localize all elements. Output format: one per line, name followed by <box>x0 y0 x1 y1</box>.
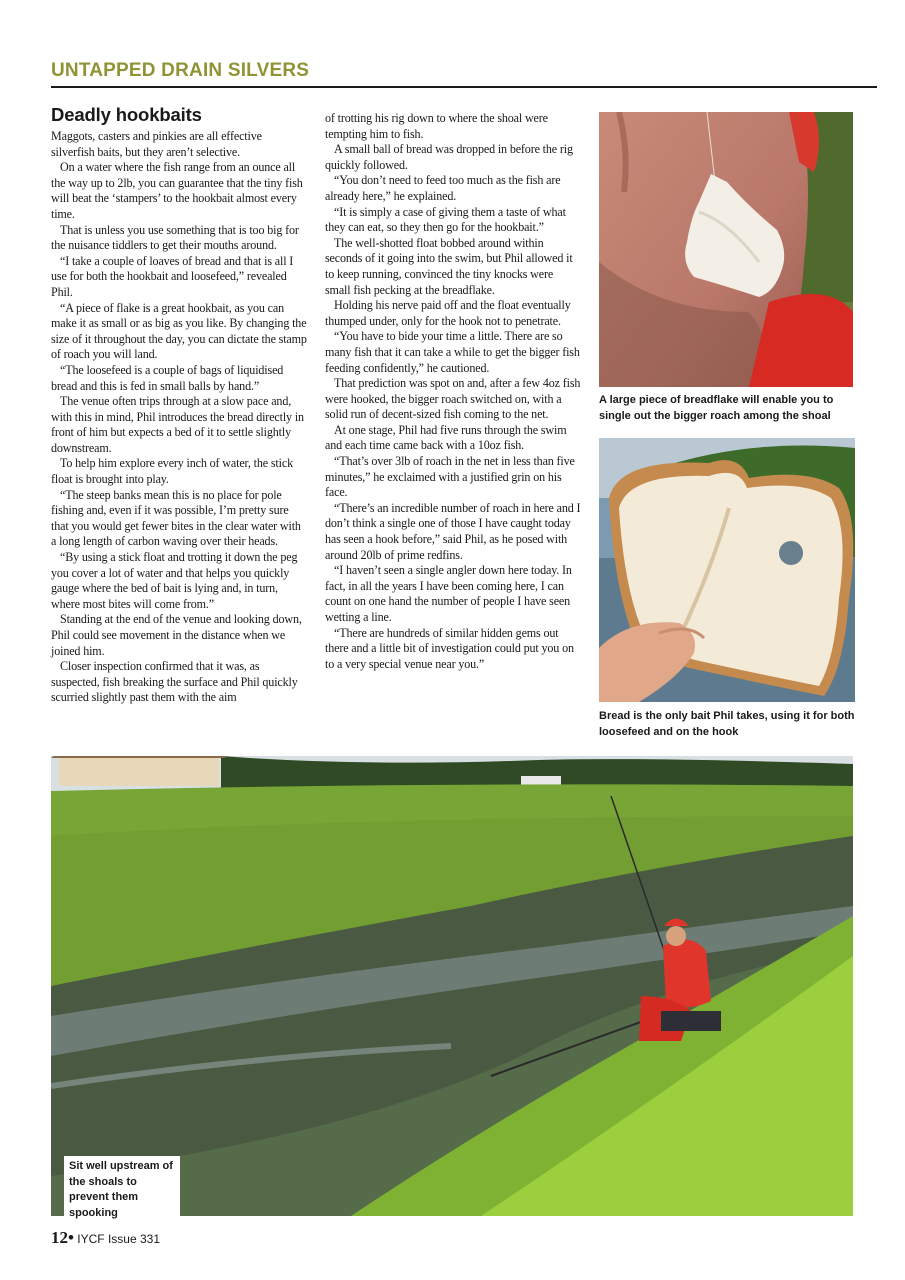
breadflake-photo <box>599 112 853 387</box>
paragraph: A small ball of bread was dropped in before the rig quickly followed. <box>325 142 573 172</box>
paragraph: “The steep banks mean this is no place for pole fishing and, even if it was possible, I’m pretty sure that you would get fewer bites in the clear water with a long length of carbon waving over their heads. <box>51 487 301 549</box>
article-heading: Deadly hookbaits <box>51 104 202 125</box>
paragraph: That prediction was spot on and, after a few 4oz fish were hooked, the bigger roach switched on, with a solid run of decent-sized fish coming to the net. <box>325 376 581 422</box>
bread-slice-photo <box>599 438 855 702</box>
photo1-caption: A large piece of breadflake will enable you to single out the bigger roach among the shoal <box>599 394 834 422</box>
paragraph: “The loosefeed is a couple of bags of liquidised bread and this is fed in small balls by hand.” <box>51 362 284 393</box>
paragraph: Maggots, casters and pinkies are all effective silverfish baits, but they aren’t selective. <box>51 129 262 159</box>
paragraph: “I take a couple of loaves of bread and that is all I use for both the hookbait and loosefeed,” revealed Phil. <box>51 253 294 299</box>
paragraph: “There’s an incredible number of roach in here and I don’t think a single one of those I have caught today has seen a hook before,” said Phil, as he posed with around 20lb of prime redfins. <box>325 500 581 562</box>
publication-name: IYCF Issue 331 <box>77 1232 161 1246</box>
drain-angler-photo <box>51 756 853 1216</box>
paragraph: “I haven’t seen a single angler down here today. In fact, in all the years I have been coming here, I can count on one hand the number of people I have seen wetting a line. <box>325 563 572 624</box>
article-column-1 <box>51 104 307 706</box>
paragraph: The venue often trips through at a slow pace and, with this in mind, Phil introduces the bread directly in front of him but expects a bed of it to settle slightly downstream. <box>51 394 304 455</box>
paragraph: of trotting his rig down to where the shoal were tempting him to fish. <box>325 111 548 141</box>
page-footer <box>51 1228 160 1248</box>
section-label: UNTAPPED DRAIN SILVERS <box>51 60 310 81</box>
paragraph: “You don’t need to feed too much as the fish are already here,” he explained. <box>325 173 561 203</box>
paragraph: Closer inspection confirmed that it was, as suspected, fish breaking the surface and Phil quickly scurried slightly past them with the aim <box>51 659 298 705</box>
footer-bullet: • <box>68 1228 74 1247</box>
photo3-caption: Sit well upstream of the shoals to prevent them spooking <box>64 1156 180 1224</box>
paragraph: “There are hundreds of similar hidden gems out there and a little bit of investigation could put you on to a very special venue near you.” <box>325 625 574 671</box>
header-rule <box>51 86 877 88</box>
paragraph: That is unless you use something that is too big for the nuisance tiddlers to get their mouths around. <box>51 222 299 253</box>
paragraph: At one stage, Phil had five runs through the swim and each time came back with a 10oz fish. <box>325 422 567 453</box>
article-column-2 <box>325 111 581 672</box>
paragraph: Standing at the end of the venue and looking down, Phil could see movement in the distance when we joined him. <box>51 612 302 658</box>
paragraph: To help him explore every inch of water, the stick float is brought into play. <box>51 456 293 487</box>
paragraph: “It is simply a case of giving them a taste of what they can eat, so they then go for the hookbait.” <box>325 204 566 235</box>
paragraph: “By using a stick float and trotting it down the peg you cover a lot of water and that helps you quickly gauge where the bed of bait is lying and, in turn, where most bites will come from.” <box>51 550 298 611</box>
paragraph: The well-shotted float bobbed around within seconds of it going into the swim, but Phil allowed it to keep running, convinced the tiny knocks were small fish pecking at the breadflake. <box>325 235 573 297</box>
paragraph: “That’s over 3lb of roach in the net in less than five minutes,” he exclaimed with a justified grin on his face. <box>325 454 575 500</box>
paragraph: “You have to bide your time a little. There are so many fish that it can take a while to get the bigger fish feeding confidently,” he cautioned. <box>325 329 580 375</box>
page-number: 12 <box>51 1228 68 1247</box>
paragraph: On a water where the fish range from an ounce all the way up to 2lb, you can guarantee that the tiny fish will beat the ‘stampers’ to the hookbait almost every time. <box>51 160 303 221</box>
photo2-caption: Bread is the only bait Phil takes, using it for both loosefeed and on the hook <box>599 710 855 738</box>
paragraph: “A piece of flake is a great hookbait, as you can make it as small or as big as you like. By changing the size of it throughout the day, you can dictate the stamp of roach you will land. <box>51 300 307 362</box>
paragraph: Holding his nerve paid off and the float eventually thumped under, only for the hook not to penetrate. <box>325 298 571 328</box>
